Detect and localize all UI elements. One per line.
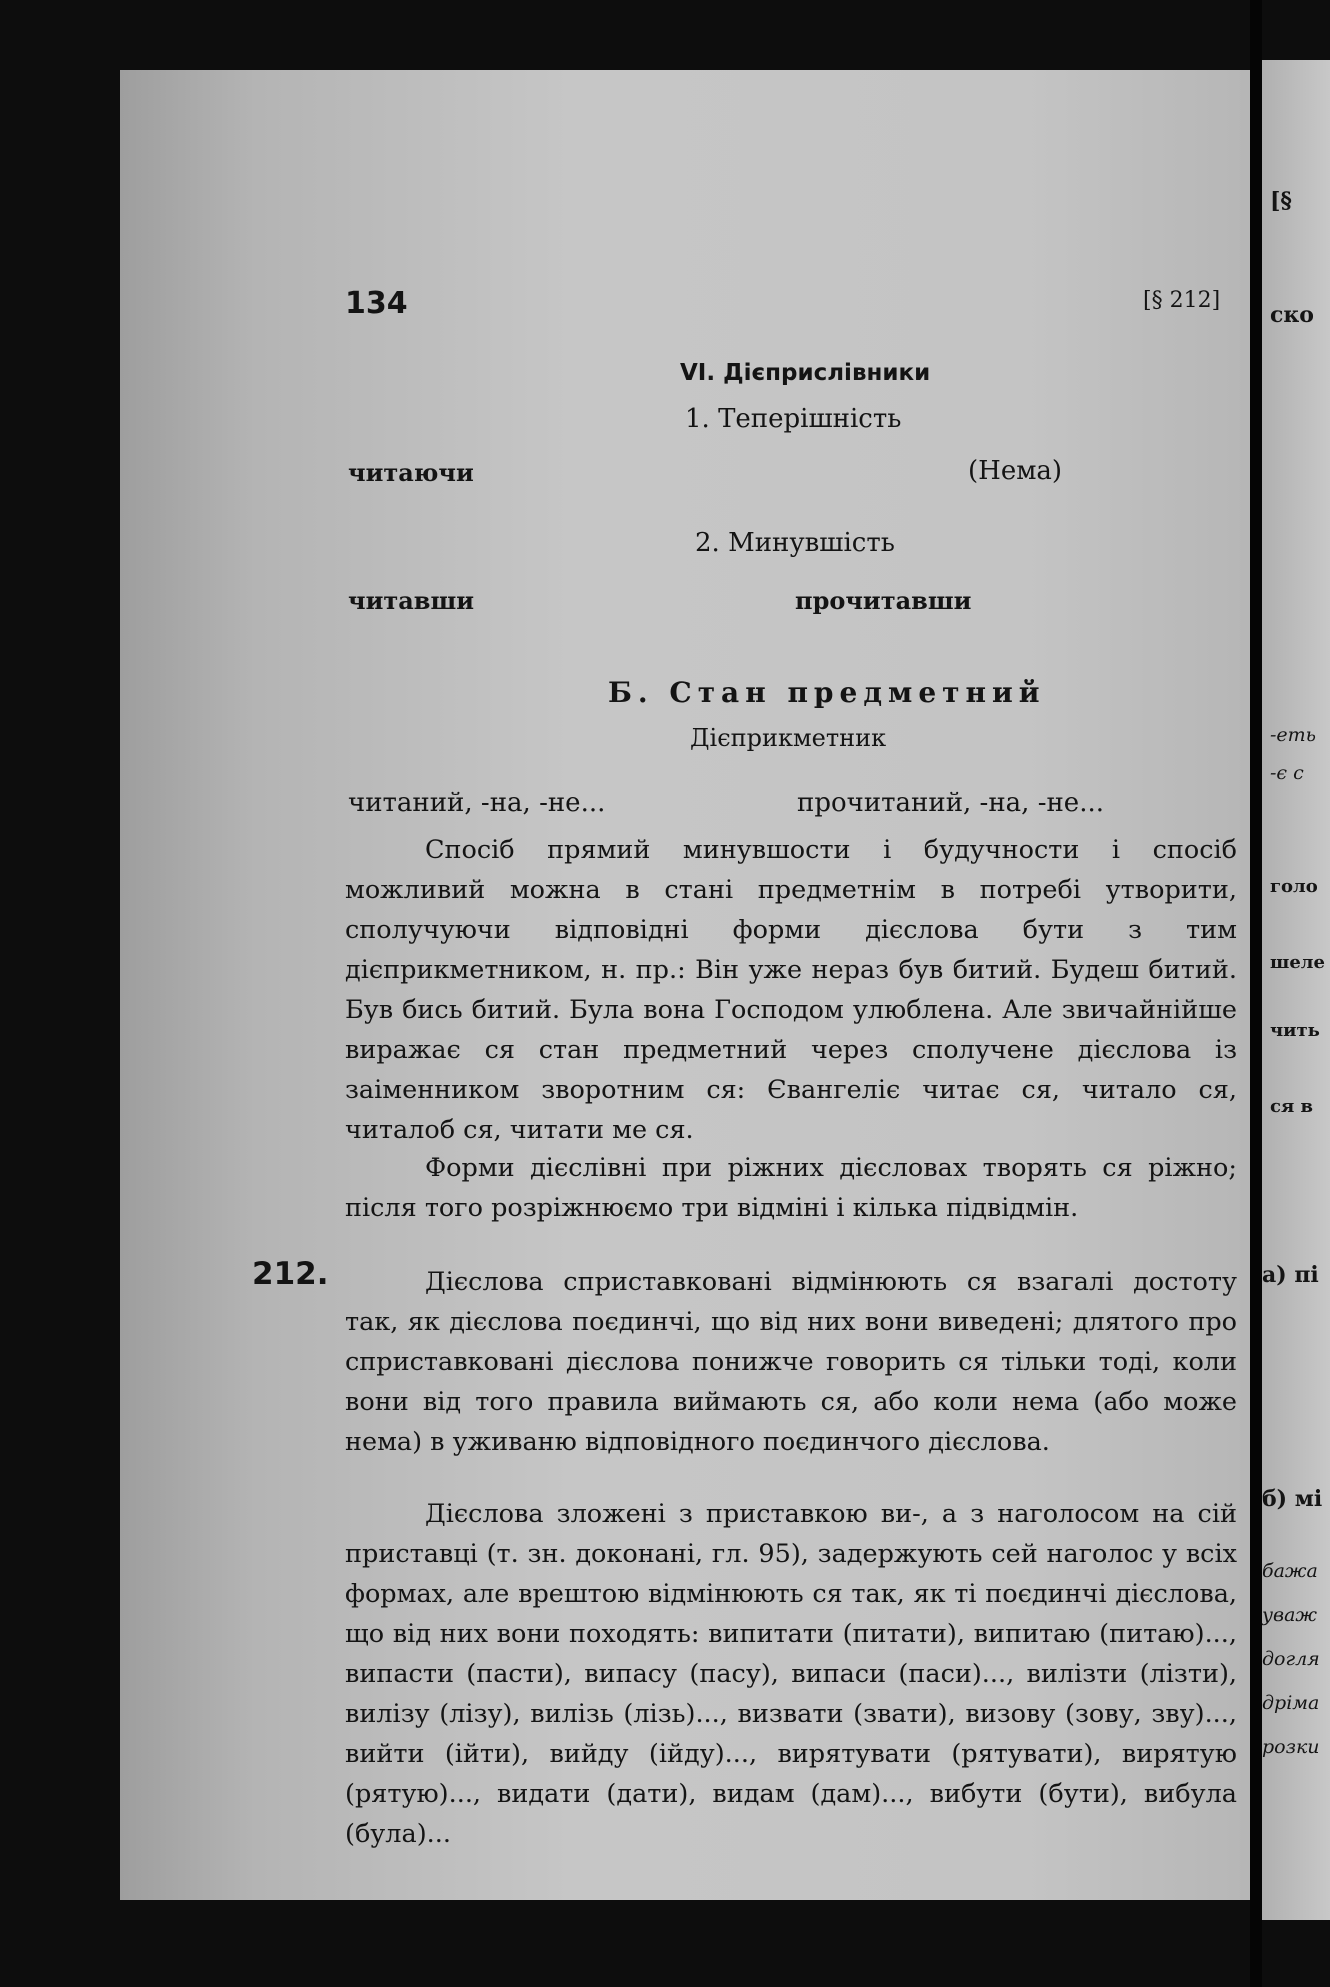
participle-form: прочитавши [795,586,972,615]
participle-form: читаний, -на, -не... [348,788,606,818]
next-page-fragment: а) пі [1262,1262,1319,1288]
subsection-heading: Дієприкметник [690,724,887,752]
participle-form: (Нема) [968,456,1063,486]
next-page-fragment: ско [1270,302,1314,328]
subsection-heading: 1. Теперішність [685,404,902,434]
book-gutter [1250,0,1262,1987]
next-page-fragment: чить [1270,1020,1320,1041]
next-page-fragment: -є с [1270,762,1304,784]
page-number: 134 [345,286,408,321]
next-page-fragment: розки [1262,1736,1320,1758]
participle-form: прочитаний, -на, -не... [797,788,1104,818]
next-page-fragment: [§ [1270,188,1292,214]
paragraph-text: Дієслова зложені з приставкою ви-, а з наголосом на сій приставці (т. зн. доконані, гл. 95), задержують сей наголос у всіх формах, але врештою відмінюють ся так, як ті поєдинчі дієслова, що від них вони походять: випитати (питати), випитаю (питаю)..., випасти (пасти), випасу (пасу), випаси (паси)..., вилізти (лізти), вилізу (лізу), вилізь (лізь)..., визвати (звати), визову (зову, зву)..., вийти (ійти), вийду (ійду)..., вирятувати (рятувати), вирятую (рятую)..., видати (дати), видам (дам)..., вибути (бути), вибула (була)... [345,1499,1237,1849]
paragraph-text: Форми дієслівні при ріжних дієсловах творять ся ріжно; після того розріжнюємо три відміні і кілька підвідмін. [345,1153,1237,1223]
next-page-fragment: голо [1270,876,1318,897]
participle-form: читавши [348,586,475,615]
next-page-fragment: -еть [1270,724,1317,746]
participle-form: читаючи [348,458,474,487]
section-heading: VI. Дієприслівники [680,360,931,386]
adjacent-page [1262,60,1330,1920]
next-page-fragment: догля [1262,1648,1320,1670]
next-page-fragment: б) мі [1262,1486,1323,1512]
next-page-fragment: дріма [1262,1692,1320,1714]
section-number: 212. [252,1256,329,1292]
next-page-fragment: уваж [1262,1604,1318,1626]
paragraph-text: Дієслова сприставковані відмінюють ся взагалі достоту так, як дієслова поєдинчі, що від них вони виведені; длятого про сприставковані дієслова понижче говорить ся тільки тоді, коли вони від того правила виймають ся, або коли нема (або може нема) в уживаню відповідного поєдинчого дієслова. [345,1267,1237,1457]
next-page-fragment: бажа [1262,1560,1318,1582]
paragraph [345,1262,1237,1462]
paragraph-text: Спосіб прямий минувшости і будучности і спосіб можливий можна в стані предметнім в потребі утворити, сполучуючи відповідні форми дієслова бути з тим дієприкметником, н. пр.: Він уже нераз був битий. Будеш битий. Був бись битий. Була вона Господом улюблена. Але звичайнійше виражає ся стан предметний через сполучене дієслова із заіменником зворотним ся: Євангеліє читає ся, читало ся, читалоб ся, читати ме ся. [345,835,1237,1145]
paragraph [345,830,1237,1150]
paragraph [345,1148,1237,1228]
section-heading: Б. Стан предметний [608,676,1046,709]
next-page-fragment: ся в [1270,1096,1314,1117]
subsection-heading: 2. Минувшість [695,528,895,558]
paragraph [345,1494,1237,1854]
section-reference: [§ 212] [1143,288,1221,313]
next-page-fragment: шеле [1270,952,1325,973]
